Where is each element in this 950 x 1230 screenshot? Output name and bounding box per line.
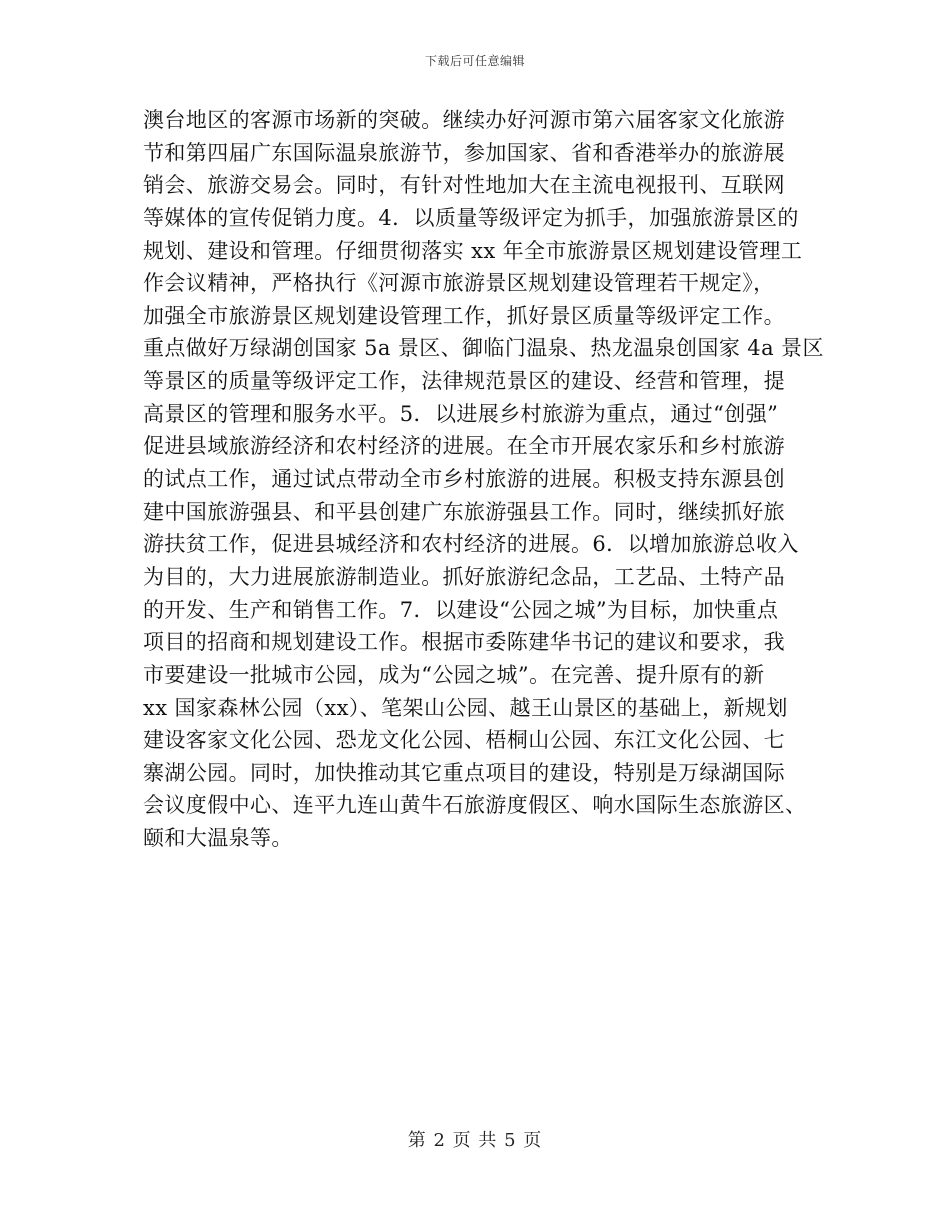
body-line: 建中国旅游强县、和平县创建广东旅游强县工作。同时，继续抓好旅 [143, 499, 785, 524]
body-line: 重点做好万绿湖创国家 5a 景区、御临门温泉、热龙温泉创国家 4a 景区 [143, 336, 824, 361]
body-line: 寨湖公园。同时，加快推动其它重点项目的建设，特别是万绿湖国际 [143, 760, 785, 785]
body-line: 的试点工作，通过试点带动全市乡村旅游的进展。积极支持东源县创 [143, 467, 785, 492]
body-line: 游扶贫工作，促进县城经济和农村经济的进展。6．以增加旅游总收入 [143, 532, 799, 557]
body-line: 高景区的管理和服务水平。5．以进展乡村旅游为重点，通过“创强” [143, 401, 779, 426]
body-line: 建设客家文化公园、恐龙文化公园、梧桐山公园、东江文化公园、七 [143, 728, 785, 753]
body-line: 作会议精神，严格执行《河源市旅游景区规划建设管理若干规定》， [143, 271, 775, 296]
body-line: 项目的招商和规划建设工作。根据市委陈建华书记的建议和要求，我 [143, 630, 785, 655]
body-line: 销会、旅游交易会。同时，有针对性地加大在主流电视报刊、互联网 [143, 173, 785, 198]
page-header: 下载后可任意编辑 [424, 54, 525, 68]
body-line: 加强全市旅游景区规划建设管理工作，抓好景区质量等级评定工作。 [143, 303, 785, 328]
body-line: 为目的，大力进展旅游制造业。抓好旅游纪念品，工艺品、土特产品 [143, 564, 785, 589]
body-line: 澳台地区的客源市场新的突破。继续办好河源市第六届客家文化旅游 [143, 108, 785, 132]
body-line: 的开发、生产和销售工作。7．以建设“公园之城”为目标，加快重点 [143, 597, 779, 622]
body-line: 等媒体的宣传促销力度。4．以质量等级评定为抓手，加强旅游景区的 [143, 205, 799, 230]
body-line: 会议度假中心、连平九连山黄牛石旅游度假区、响水国际生态旅游区、 [143, 793, 807, 818]
body-line: 等景区的质量等级评定工作，法律规范景区的建设、经营和管理，提 [143, 369, 785, 394]
document-body [143, 104, 824, 855]
body-line: 节和第四届广东国际温泉旅游节，参加国家、省和香港举办的旅游展 [143, 140, 785, 165]
page-number: 第 2 页 共 5 页 [407, 1130, 543, 1151]
body-line: 市要建设一批城市公园，成为“公园之城”。在完善、提升原有的新 [143, 662, 765, 687]
body-line: 促进县域旅游经济和农村经济的进展。在全市开展农家乐和乡村旅游 [143, 434, 785, 459]
body-line: 规划、建设和管理。仔细贯彻落实 xx 年全市旅游景区规划建设管理工 [143, 238, 803, 263]
body-line: xx 国家森林公园（xx）、笔架山公园、越王山景区的基础上，新规划 [143, 695, 788, 720]
body-line: 颐和大温泉等。 [143, 826, 293, 851]
